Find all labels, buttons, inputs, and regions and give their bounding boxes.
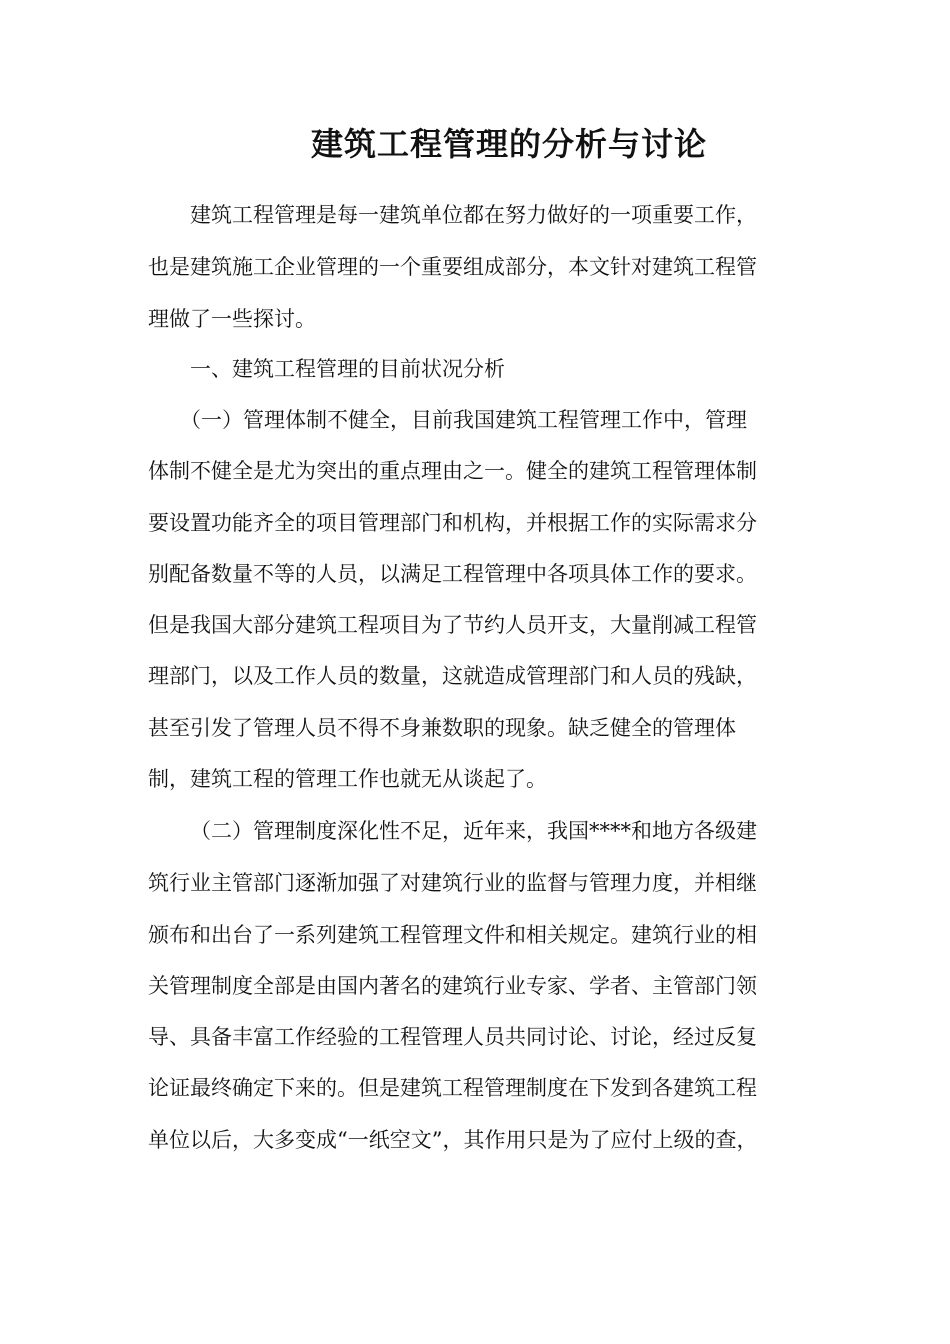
paragraph-line: （一）管理体制不健全，目前我国建筑工程管理工作中，管理 [180, 408, 747, 432]
paragraph-line: 别配备数量不等的人员，以满足工程管理中各项具体工作的要求。 [148, 562, 757, 586]
paragraph-line: 理部门，以及工作人员的数量，这就造成管理部门和人员的残缺， [148, 664, 757, 688]
paragraph-line: 颁布和出台了一系列建筑工程管理文件和相关规定。建筑行业的相 [148, 923, 757, 947]
paragraph-line: （二）管理制度深化性不足，近年来，我国****和地方各级建 [190, 819, 757, 843]
section-heading: 一、建筑工程管理的目前状况分析 [190, 357, 505, 381]
paragraph-line: 建筑工程管理是每一建筑单位都在努力做好的一项重要工作， [190, 203, 757, 227]
paragraph-line: 筑行业主管部门逐渐加强了对建筑行业的监督与管理力度，并相继 [148, 871, 757, 895]
paragraph-line: 单位以后，大多变成“一纸空文”，其作用只是为了应付上级的查， [148, 1128, 758, 1152]
paragraph-line: 关管理制度全部是由国内著名的建筑行业专家、学者、主管部门领 [148, 974, 757, 998]
paragraph-line: 要设置功能齐全的项目管理部门和机构，并根据工作的实际需求分 [148, 511, 757, 535]
paragraph-line: 导、具备丰富工作经验的工程管理人员共同讨论、讨论，经过反复 [148, 1025, 757, 1049]
paragraph-line: 但是我国大部分建筑工程项目为了节约人员开支，大量削减工程管 [148, 613, 757, 637]
paragraph-line: 体制不健全是尤为突出的重点理由之一。健全的建筑工程管理体制 [148, 459, 757, 483]
paragraph-line: 论证最终确定下来的。但是建筑工程管理制度在下发到各建筑工程 [148, 1076, 757, 1100]
paragraph-line: 甚至引发了管理人员不得不身兼数职的现象。缺乏健全的管理体 [148, 716, 736, 740]
paragraph-line: 理做了一些探讨。 [148, 307, 316, 331]
paragraph-line: 制，建筑工程的管理工作也就无从谈起了。 [148, 767, 547, 791]
document-title: 建筑工程管理的分析与讨论 [310, 125, 707, 163]
paragraph-line: 也是建筑施工企业管理的一个重要组成部分，本文针对建筑工程管 [148, 255, 757, 279]
